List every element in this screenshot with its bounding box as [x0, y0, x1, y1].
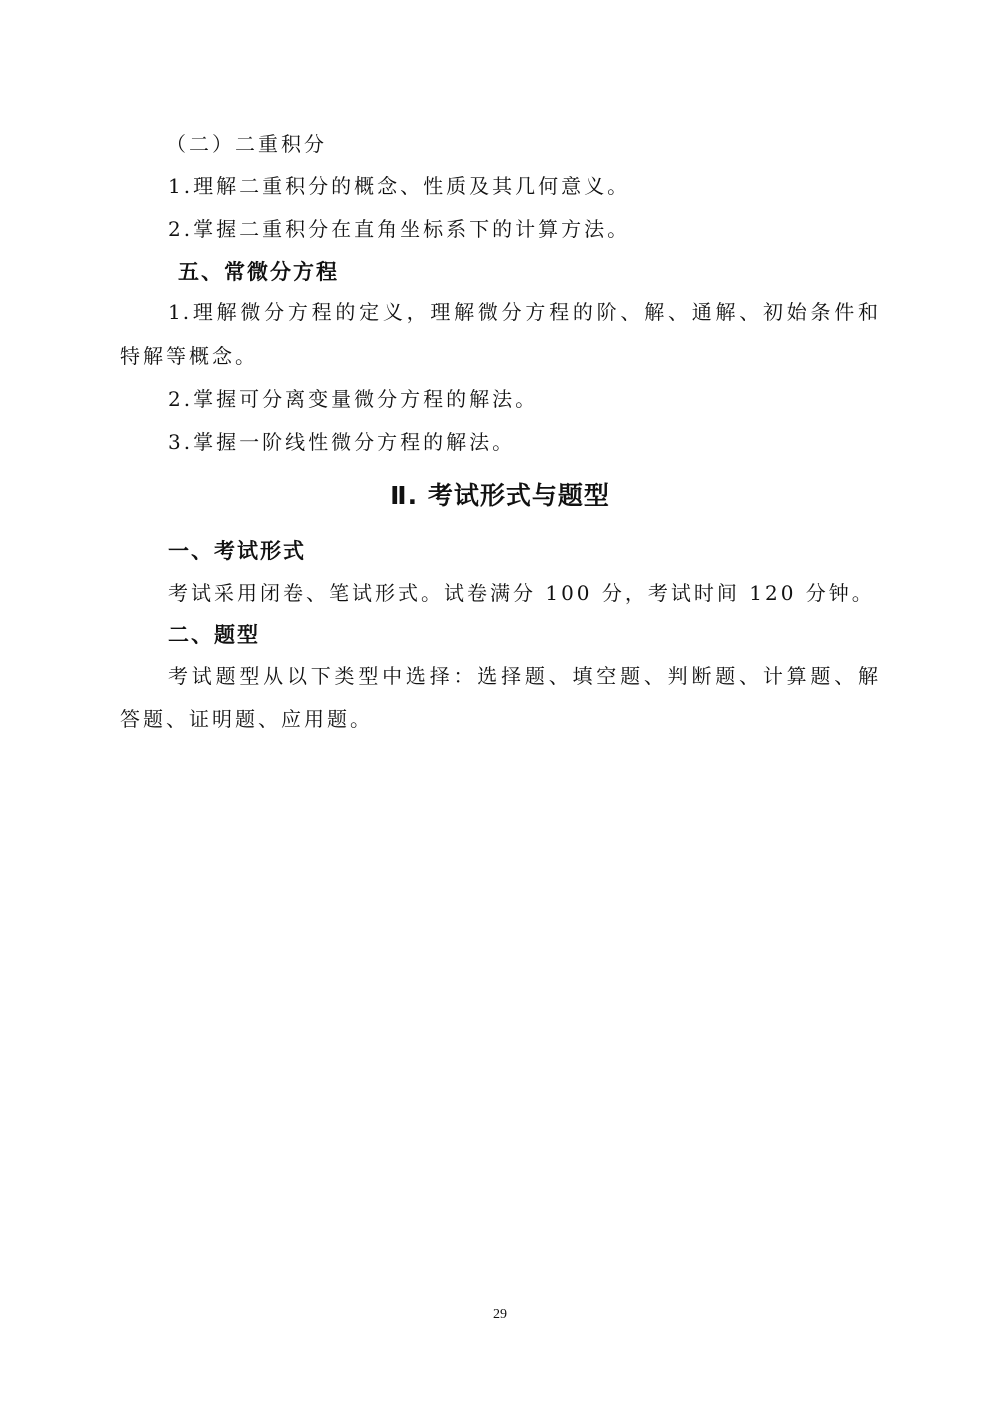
double-integral-item-1: 1.理解二重积分的概念、性质及其几何意义。: [168, 174, 631, 198]
question-types-heading: 二、题型: [168, 623, 260, 647]
page-number: 29: [493, 1307, 507, 1322]
ode-item-1-line-1: 1.理解微分方程的定义，理解微分方程的阶、解、通解、初始条件和: [168, 300, 880, 324]
exam-form-text: 考试采用闭卷、笔试形式。试卷满分 100 分，考试时间 120 分钟。: [168, 581, 875, 605]
subsection-title-double-integral: （二）二重积分: [166, 132, 327, 156]
ode-item-2: 2.掌握可分离变量微分方程的解法。: [168, 387, 539, 411]
question-types-line-1: 考试题型从以下类型中选择：选择题、填空题、判断题、计算题、解: [168, 664, 880, 688]
double-integral-item-2: 2.掌握二重积分在直角坐标系下的计算方法。: [168, 217, 631, 241]
part-two-title: Ⅱ. 考试形式与题型: [390, 481, 610, 510]
ode-item-3: 3.掌握一阶线性微分方程的解法。: [168, 430, 516, 454]
ode-item-1-line-2: 特解等概念。: [120, 344, 258, 368]
exam-form-heading: 一、考试形式: [168, 539, 306, 563]
question-types-line-2: 答题、证明题、应用题。: [120, 707, 373, 731]
section-five-heading: 五、常微分方程: [178, 260, 339, 284]
